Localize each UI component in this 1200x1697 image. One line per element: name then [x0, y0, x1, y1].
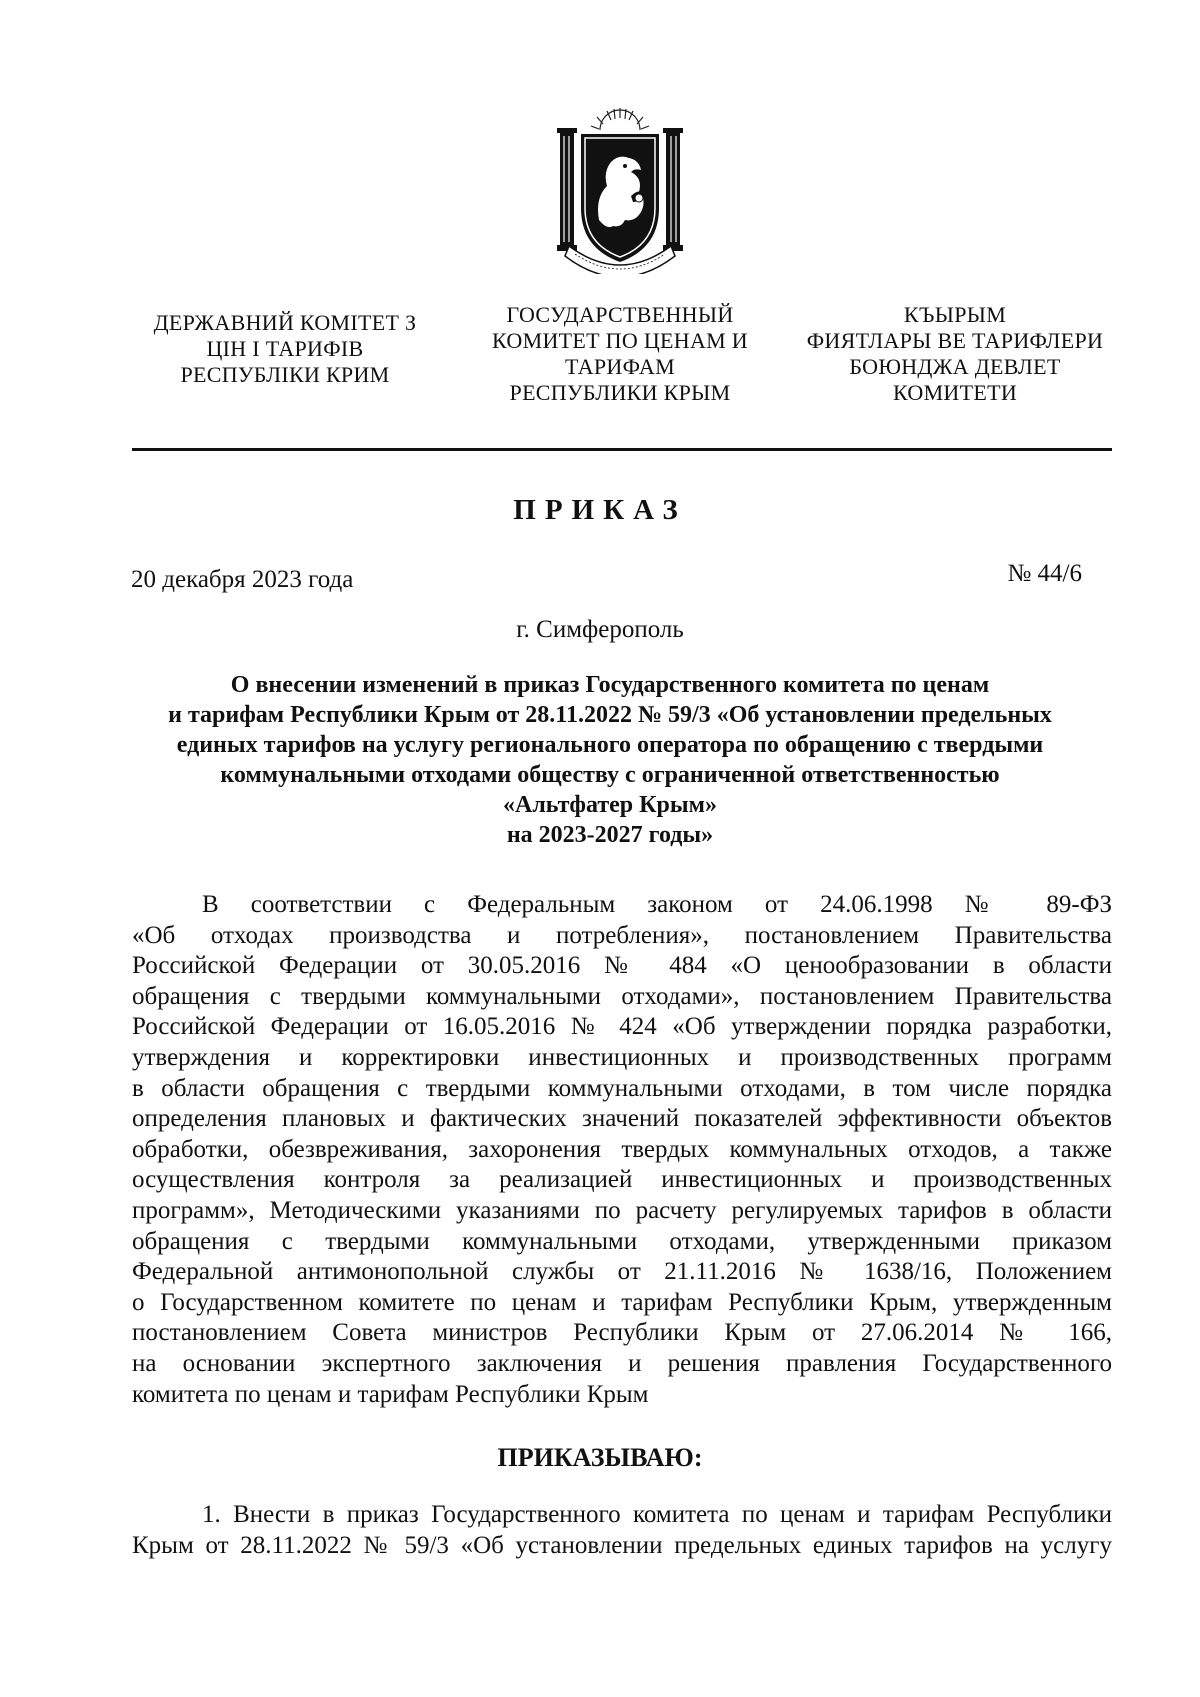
header-line: БОЮНДЖА ДЕВЛЕТ — [849, 354, 1061, 379]
header-russian — [460, 302, 780, 406]
body-line: обращения с твердыми коммунальными отходами, утвержденными приказом — [132, 1227, 1112, 1255]
header-line: ФИЯТЛАРЫ ВЕ ТАРИФЛЕРИ — [806, 328, 1104, 353]
point-line: 1. Внести в приказ Государственного комитета по ценам и тарифам Республики — [202, 1501, 1112, 1528]
header-line: КОМИТЕТ ПО ЦЕНАМ И — [491, 328, 748, 353]
subject-line: на 2023-2027 годы» — [506, 822, 714, 848]
body-line: обработки, обезвреживания, захоронения твердых коммунальных отходов, а также — [132, 1135, 1112, 1163]
header-ukrainian — [130, 310, 440, 388]
header-line: ГОСУДАРСТВЕННЫЙ — [506, 302, 734, 327]
header-divider — [132, 448, 1112, 451]
body-line: в области обращения с твердыми коммунальными отходами, в том числе порядка — [132, 1074, 1112, 1102]
header-line: КЪЫРЫМ — [903, 302, 1007, 327]
preamble-paragraph — [132, 890, 1112, 1410]
body-line: обращения с твердыми коммунальными отходами», постановлением Правительства — [132, 982, 1112, 1010]
crimea-coat-of-arms-icon — [555, 108, 685, 274]
header-line: КОМИТЕТИ — [892, 380, 1018, 405]
body-line: комитета по ценам и тарифам Республики Крым — [132, 1380, 649, 1408]
header-crimean-tatar — [800, 302, 1110, 406]
subject-line: и тарифам Республики Крым от 28.11.2022 № 59/3 «Об установлении предельных — [168, 702, 1052, 728]
order-date: 20 декабря 2023 года — [131, 566, 354, 593]
order-subject — [110, 670, 1110, 850]
body-line: Федеральной антимонопольной службы от 21.11.2016 № 1638/16, Положением — [132, 1258, 1112, 1286]
body-line: Российской Федерации от 30.05.2016 № 484 «О ценообразовании в области — [132, 952, 1112, 980]
body-line: о Государственном комитете по ценам и тарифам Республики Крым, утвержденным — [132, 1288, 1112, 1316]
body-line: программ», Методическими указаниями по расчету регулируемых тарифов в области — [132, 1196, 1112, 1224]
body-line: Российской Федерации от 16.05.2016 № 424 «Об утверждении порядка разработки, — [132, 1013, 1112, 1041]
header-line: РЕСПУБЛИКИ КРЫМ — [509, 380, 731, 405]
body-line: на основании экспертного заключения и решения правления Государственного — [132, 1349, 1112, 1377]
header-line: ДЕРЖАВНИЙ КОМІТЕТ З — [153, 310, 417, 335]
body-line: осуществления контроля за реализацией инвестиционных и производственных — [132, 1166, 1112, 1194]
header-line: ЦІН І ТАРИФІВ — [206, 336, 364, 361]
order-city: г. Симферополь — [516, 616, 684, 643]
body-line: постановлением Совета министров Республики Крым от 27.06.2014 № 166, — [132, 1319, 1112, 1347]
subject-line: коммунальными отходами обществу с ограниченной ответственностью — [220, 762, 1000, 788]
body-line: В соответствии с Федеральным законом от 24.06.1998 № 89-ФЗ — [202, 891, 1112, 918]
subject-line: единых тарифов на услугу регионального оператора по обращению с твердыми — [176, 732, 1044, 758]
subject-line: О внесении изменений в приказ Государственного комитета по ценам — [230, 672, 990, 698]
subject-line: «Альтфатер Крым» — [503, 792, 717, 818]
order-title: ПРИКАЗ — [513, 494, 687, 526]
point-line: Крым от 28.11.2022 № 59/3 «Об установлении предельных единых тарифов на услугу — [132, 1531, 1112, 1559]
decree-heading: ПРИКАЗЫВАЮ: — [497, 1443, 703, 1472]
header-line: РЕСПУБЛІКИ КРИМ — [180, 362, 390, 387]
document-header — [130, 302, 1110, 432]
order-point-1 — [132, 1500, 1112, 1561]
body-line: утверждения и корректировки инвестиционных и производственных программ — [132, 1043, 1112, 1071]
header-line: ТАРИФАМ — [565, 354, 675, 379]
body-line: определения плановых и фактических значений показателей эффективности объектов — [132, 1105, 1112, 1133]
body-line: «Об отходах производства и потребления», постановлением Правительства — [132, 921, 1112, 949]
order-number: № 44/6 — [1007, 560, 1082, 587]
